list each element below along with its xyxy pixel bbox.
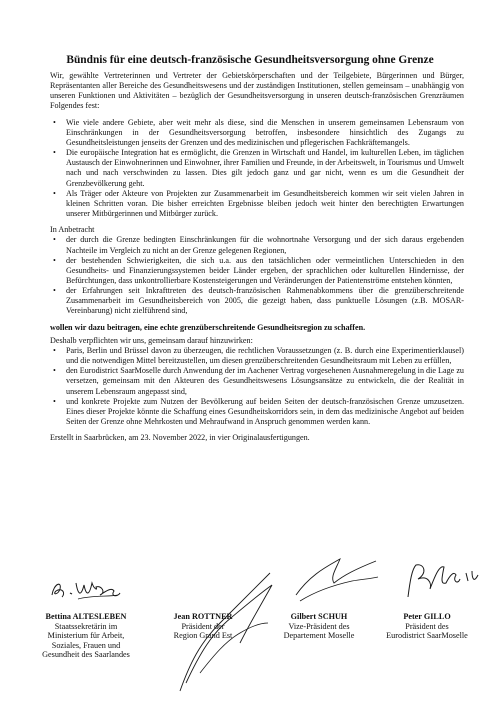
signatory-rottner [158, 612, 248, 641]
signatory-name: Gilbert SCHUH [290, 612, 348, 621]
signatory-schuh [268, 612, 370, 641]
list-item: • der durch die Grenze bedingten Einschränkungen für die wohnortnahe Versorgung und der sich daraus ergebenden Nachteile im Vergleich zu nicht an der Grenze gelegenen Regionen, [50, 235, 464, 255]
signatory-altesleben [40, 612, 132, 660]
closing-line: Erstellt in Saarbrücken, am 23. November 2022, in vier Originalausfertigungen. [50, 433, 310, 443]
findings-list [50, 118, 464, 220]
signatory-name: Jean ROTTNER [173, 612, 233, 621]
signatory-gillo [374, 612, 480, 641]
considering-label: In Anbetracht [50, 225, 95, 235]
considerations-list [50, 235, 464, 316]
list-item: • und konkrete Projekte zum Nutzen der Bevölkerung auf beiden Seiten der deutsch-französischen Grenze umzusetzen. Eines dieser Projekte könnte die Schaffung eines Gesundheitskorridors sein, in dem das medizinische Angebot auf beiden Seiten der Grenze ohne Mehrkosten und Mehraufwand in Anspruch genommen werden kann. [50, 397, 464, 427]
signature-section [40, 555, 480, 705]
list-item: • Als Träger oder Akteure von Projekten zur Zusammenarbeit im Gesundheitsbereich kommen wir seit vielen Jahren in kleinen Schritten voran. Die bisher erreichten Ergebnisse bleiben jedoch weit hinter den berechtigten Erwartungen unserer Mitbürgerinnen und Mitbürger zurück. [50, 189, 464, 219]
commitments-list [50, 346, 464, 427]
signatory-name: Peter GILLO [403, 612, 451, 621]
resolution-statement: wollen wir dazu beitragen, eine echte grenzüberschreitende Gesundheitsregion zu schaffen. [50, 322, 366, 332]
signature-gillo [402, 561, 480, 601]
signature-schuh [290, 555, 380, 605]
document-title: Bündnis für eine deutsch-französische Gesundheitsversorgung ohne Grenze [66, 54, 434, 66]
document-body [50, 71, 464, 443]
list-item: • Paris, Berlin und Brüssel davon zu überzeugen, die rechtlichen Voraussetzungen (z. B. durch eine Experimentierklausel) und die notwendigen Mittel bereitzustellen, um diesen grenzüberschreitenden Gesundheitsraum mit Leben zu erfüllen, [50, 346, 464, 366]
list-item: • Wie viele andere Gebiete, aber weit mehr als diese, sind die Menschen in unserem gemeinsamen Lebensraum von Einschränkungen in der Gesundheitsversorgung betroffen, insbesondere hinsichtlich des Zugangs zu Gesundheitsleistungen jenseits der Grenzen und des medizinischen und pflegerischen Fachkräftemangels. [50, 118, 464, 148]
signatory-title: Eurodistrict SaarMoselle [386, 631, 468, 641]
list-item: • den Eurodistrict SaarMoselle durch Anwendung der im Aachener Vertrag vorgesehenen Ausnahmeregelung in die Lage zu versetzen, gemeinsam mit den Akteuren des Gesundheitswesens Lösungsansätze zu entwickeln, die der Realität in unserem Lebensraum angepasst sind, [50, 366, 464, 396]
signatory-title: Soziales, Frauen und [51, 640, 121, 650]
signatory-name: Bettina ALTESLEBEN [45, 612, 127, 621]
signatory-title: Staatssekretärin im [54, 621, 118, 631]
signatory-title: Gesundheit des Saarlandes [42, 650, 130, 660]
signatory-title: Präsident der [181, 621, 225, 631]
signatory-title: Präsident des [405, 621, 449, 631]
list-item: • der bestehenden Schwierigkeiten, die sich u.a. aus den tatsächlichen oder vermeintlichen Unterschieden in den Gesundheits- und Finanzierungssystemen beider Länder ergeben, der sprachlichen oder kulturellen Hindernisse, der Befürchtungen, dass unkontrollierbare Kostensteigerungen und Veränderungen der Patientenströme entstehen könnten, [50, 256, 464, 286]
signatory-title: Ministerium für Arbeit, [47, 631, 125, 641]
signatory-title: Region Grand Est [173, 631, 233, 641]
list-item: • der Erfahrungen seit Inkrafttreten des deutsch-französischen Rahmenabkommens über die grenzüberschreitende Zusammenarbeit im Gesundheitsbereich von 2005, die gezeigt haben, dass punktuelle Lösungen (z.B. MOSAR-Vereinbarung) nicht zielführend sind, [50, 286, 464, 316]
list-item: • Die europäische Integration hat es ermöglicht, die Grenzen in Wirtschaft und Handel, im kulturellen Leben, im täglichen Austausch der Einwohnerinnen und Einwohner, ihrer Familien und Freunde, in der Arbeitswelt, in Tourismus und Umwelt nach und nach verschwinden zu lassen. Dies gilt jedoch ganz und gar nicht, wenn es um die Gesundheit der Grenzbevölkerung geht. [50, 148, 464, 189]
signatory-title: Departement Moselle [283, 631, 355, 641]
commitment-label: Deshalb verpflichten wir uns, gemeinsam darauf hinzuwirken: [50, 335, 253, 345]
intro-paragraph: Wir, gewählte Vertreterinnen und Vertreter der Gebietskörperschaften und der Teilgebiete, Bürgerinnen und Bürger, Repräsentanten aller Bereiche des Gesundheitswesens und der zuständigen Institutionen, stellen gemeinsam – unabhängig von unseren Funktionen und Aktivitäten – bezüglich der Gesundheitsversorgung in unseren deutsch-französischen Grenzräumen Folgendes fest: [50, 71, 464, 111]
signatory-title: Vize-Präsident des [288, 621, 350, 631]
signature-altesleben [48, 573, 123, 603]
